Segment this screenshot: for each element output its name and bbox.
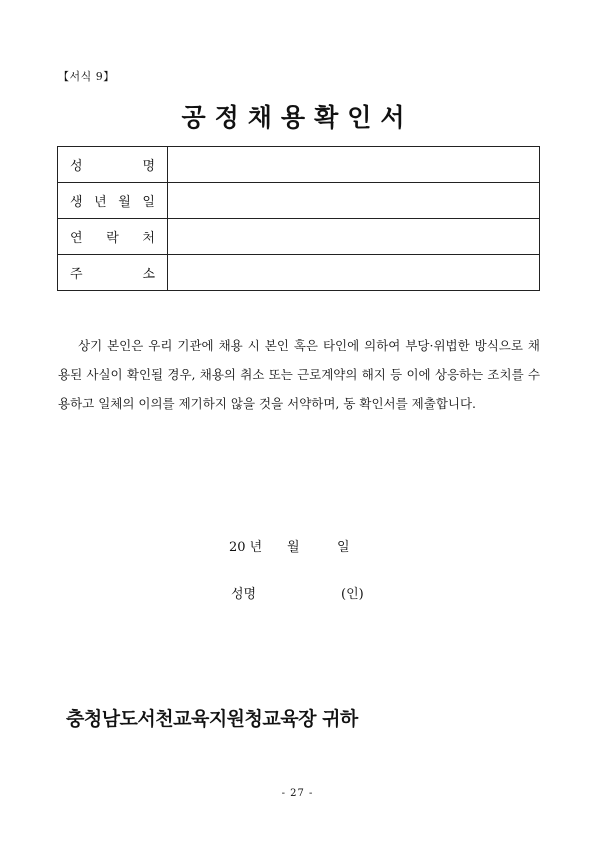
form-number: 【서식 9】 <box>58 70 115 83</box>
date-year: 20 년 <box>229 540 263 555</box>
birthdate-label: 생 년 월 일 <box>70 195 155 210</box>
signature-line <box>231 583 364 602</box>
recipient-line: 충청남도서천교육지원청교육장 귀하 <box>66 708 358 730</box>
name-label: 성 명 <box>70 159 155 174</box>
pledge-statement: 상기 본인은 우리 기관에 채용 시 본인 혹은 타인에 의하여 부당·위법한 방식으로 채용된 사실이 확인될 경우, 채용의 취소 또는 근로계약의 해지 등 이에 상응하는 조치를 수용하고 일체의 이의를 제기하지 않을 것을 서약하며, 동 확인서를 제출합니다. <box>58 338 540 411</box>
table-row <box>58 219 540 255</box>
page-number: - 27 - <box>281 788 314 799</box>
date-line <box>229 536 350 555</box>
birthdate-value-cell[interactable] <box>168 183 540 219</box>
signature-seal: (인) <box>341 587 364 602</box>
document-title: 공정채용확인서 <box>181 103 414 132</box>
table-row <box>58 255 540 291</box>
personal-info-table <box>57 146 540 291</box>
address-label-cell <box>58 255 168 291</box>
contact-value-cell[interactable] <box>168 219 540 255</box>
table-row <box>58 147 540 183</box>
table-row <box>58 183 540 219</box>
signature-name-label: 성명 <box>231 587 257 602</box>
date-day: 일 <box>337 540 350 555</box>
birthdate-label-cell <box>58 183 168 219</box>
address-value-cell[interactable] <box>168 255 540 291</box>
name-value-cell[interactable] <box>168 147 540 183</box>
address-label: 주 소 <box>70 267 155 282</box>
name-label-cell <box>58 147 168 183</box>
date-month: 월 <box>287 540 300 555</box>
contact-label: 연 락 처 <box>70 231 155 246</box>
contact-label-cell <box>58 219 168 255</box>
